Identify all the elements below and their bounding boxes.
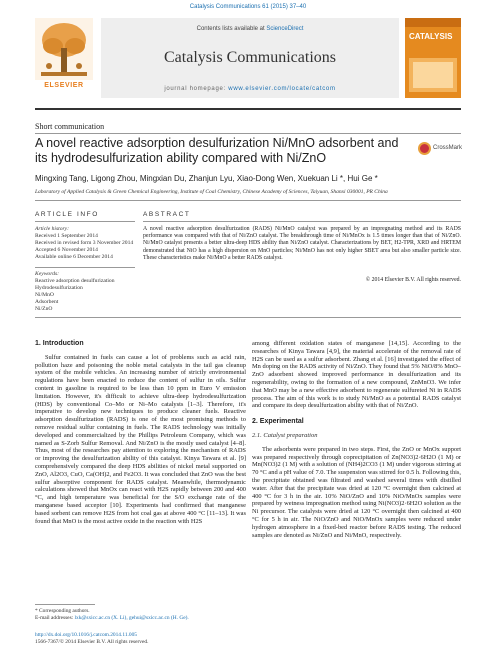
homepage-link[interactable]: www.elsevier.com/locate/catcom — [228, 86, 336, 92]
crossmark-badge[interactable] — [418, 142, 463, 156]
contents-prefix: Contents lists available at — [196, 26, 265, 32]
doi-block — [35, 632, 245, 646]
body-divider — [35, 317, 461, 318]
contents-line — [101, 26, 399, 32]
elsevier-tree-icon — [35, 18, 93, 84]
cover-panel-inner — [413, 62, 453, 88]
journal-masthead — [35, 18, 461, 104]
abstract-text: A novel reactive adsorption desulfurization (RADS) Ni/MnO catalyst was prepared by an impregnating method and its RADS performance was compared with that of Ni/ZnO catalyst. The breakthrough time of Ni/MnOx is 1.5 times longer than that of Ni/ZnO. Ni/MnO catalyst presents a better ultra-deep HDS ability than Ni/ZnO catalyst. Characterizations by BET, H2-TPR, XRD and HRTEM demonstrated that NiO has a high dispersion on MnO particles; Ni/MnO has not only higher SBET area but also smaller particle size. These characteristics make Ni/MnO a better RADS catalyst. — [143, 226, 461, 261]
abstract-copyright: © 2014 Elsevier B.V. All rights reserved. — [365, 277, 461, 283]
homepage-prefix: journal homepage: — [164, 86, 226, 92]
crossmark-label: CrossMark — [433, 145, 463, 151]
cover-band — [405, 18, 461, 27]
footnote-rule — [35, 604, 95, 605]
keyword-item: Ni/ZnO — [35, 306, 53, 312]
intro-paragraph: Sulfur contained in fuels can cause a lot of problems such as acid rain, pollution haze and poisoning the noble metal catalysts in the tail gas cleanup system of the mobile vehicles. An increasing number of strictly environmental regulations have been enacted to reduce the content of sulfur in oils. Sulfur content in gasoline is required to be less than 10 ppm in Euro V emission limitation. However, it's difficult to achieve ultra-deep hydrodesulfurization (HDS) by conventional Co–Mo or Ni–Mo catalysts [1–3]. Therefore, it's imperative to develop new techniques to produce cleaner fuels. Reactive adsorption desulfurization (RADS) is one of the most promising methods to remove residual sulfur containing in fuels. The RADS technology was initially developed and commercialized by the Phillips Petroleum Company, which was named as S-Zorb Sulfur Removal. And Ni/ZnO is the mostly used catalyst [4–8]. Thus, most of the researches pay attention to exploring the mechanism of RADS or improving the desulfurization ability of this catalyst. Kinya Tawara et al. [9] comprehensively compared the deep HDS abilities of nickel metal supported on ZnO, Al2O3, CuO, Ca(OH)2, and Fe2O3. It was concluded that ZnO was the best sulfur absorptive component for RADS catalyst. Meanwhile, thermodynamic calculations showed that MnOx can react with H2S rapidly between 200 and 400 °C, and high temperature was beneficial for the S/O exchange rate of the manganese based acceptor [10]. Experiments had confirmed that manganese based sorbent can remove H2S from hot coal gas at above 400 °C [11–13]. It was found that MnO is the most active oxide in the reaction with H2S — [35, 353, 246, 525]
journal-citation[interactable]: Catalysis Communications 61 (2015) 37–40 — [189, 4, 307, 10]
journal-banner — [101, 18, 399, 98]
journal-title: Catalysis Communications — [164, 49, 336, 66]
keyword-item: Hydrodesulfurization — [35, 285, 83, 291]
article-type: Short communication — [35, 122, 105, 131]
footnote — [35, 608, 245, 622]
history-accepted: Accepted 6 November 2014 — [35, 247, 98, 253]
masthead-divider — [35, 108, 461, 110]
footnote-email-links[interactable]: lxk@sxicc.ac.cn (X. Li), gehui@sxicc.ac.cn (H. Ge). — [74, 615, 189, 621]
abstract-heading: ABSTRACT — [143, 211, 191, 218]
article-title: A novel reactive adsorption desulfurization Ni/MnO adsorbent and its hydrodesulfurization ability compared with Ni/ZnO — [35, 136, 399, 165]
right-column — [252, 340, 461, 539]
journal-cover-thumbnail[interactable] — [405, 18, 461, 98]
elsevier-wordmark: ELSEVIER — [44, 82, 84, 89]
sciencedirect-link[interactable]: ScienceDirect — [266, 26, 304, 32]
history-revised: Received in revised form 3 November 2014 — [35, 240, 134, 246]
article-info-rule — [35, 221, 135, 222]
elsevier-logo — [35, 18, 93, 98]
abstract-rule — [143, 221, 461, 222]
keywords — [35, 271, 135, 313]
author-list: Mingxing Tang, Ligong Zhou, Mingxian Du, Zhanjun Lyu, Xiao-Dong Wen, Xuekuan Li *, Hui Ge * — [35, 174, 378, 183]
section-heading-experimental: 2. Experimental — [252, 418, 304, 426]
experimental-paragraph: The adsorbents were prepared in two steps. First, the ZnO or MnOx support was prepared respectively through coprecipitation of Zn(NO3)2·6H2O (1 M) or Mn(NO3)2 (1 M) with a solution of (NH4)2CO3 (1 M) under vigorous stirring at 70 °C and a pH value of 7.0. The suspension was stirred for 0.5 h. Following this, the precipitate obtained was filtrated and washed several times with distilled water. After that the precipitate was dried at 120 °C overnight then calcined at 400 °C for 3 h in the air. 10% NiO/ZnO and 10% NiO/MnOx samples were prepared by wetness impregnation method using Ni(NO3)2·6H2O solution as the Ni precursor. The catalysts were dried at 120 °C overnight then calcined at 400 °C for 5 h in air. The NiO/ZnO and NiO/MnOx samples were reduced under hydrogen atmosphere in a fixed-bed reactor before RADS testing. The reduced samples are denoted as Ni/ZnO and Ni/MnO, respectively. — [252, 445, 461, 539]
crossmark-icon — [418, 142, 431, 155]
intro-paragraph-continued: among different oxidation states of manganese [14,15]. According to the researches of Kinya Tawara [4,9], the material accelerate of the removal rate of H2S can be used as a sulfur adsorbent. Zhang et al. [16] investigated the effect of Mn doping on the RADS activity of Ni/ZnO. They found that 5% NiO/8% MnO–ZnO adsorbent showed improved performance in desulfurization and its regenerability, owing to the formation of a new compound, ZnMnO3. We infer that MnO may be a new effective adsorbent to regenerate sulfureted Ni in RADS process. The aim of this work is to study Ni/MnO as a potential RADS catalyst and compare its deep desulfurization ability with that of Ni/ZnO. — [252, 340, 461, 410]
left-column — [35, 340, 246, 525]
affiliation: Laboratory of Applied Catalysis & Green Chemical Engineering, Institute of Coal Chemistry, Chinese Academy of Sciences, Taiyuan, Shanxi 030001, PR China — [35, 189, 388, 195]
article-info-heading: ARTICLE INFO — [35, 211, 99, 218]
footnote-corresponding: * Corresponding authors. — [35, 608, 90, 614]
history-label: Article history: — [35, 226, 70, 232]
section-heading-introduction: 1. Introduction — [35, 340, 84, 347]
cover-title: CATALYSIS — [409, 32, 453, 41]
subsection-heading-catalyst-preparation: 2.1. Catalyst preparation — [252, 431, 318, 439]
issn-line: 1566-7367/© 2014 Elsevier B.V. All rights reserved. — [35, 639, 149, 645]
history-received: Received 1 September 2014 — [35, 233, 98, 239]
article-history — [35, 226, 135, 261]
footnote-email-prefix: E-mail addresses: — [35, 615, 74, 621]
keywords-rule — [35, 267, 135, 268]
keywords-label: Keywords: — [35, 271, 60, 277]
keyword-item: Reactive adsorption desulfurization — [35, 278, 115, 284]
doi-link[interactable]: http://dx.doi.org/10.1016/j.catcom.2014.11.005 — [35, 632, 137, 638]
keyword-item: Adsorbent — [35, 299, 59, 305]
history-online: Available online 6 December 2014 — [35, 254, 113, 260]
footnote-emails — [35, 615, 245, 622]
keyword-item: Ni/MnO — [35, 292, 54, 298]
header-divider — [35, 200, 461, 201]
journal-homepage — [101, 86, 399, 92]
title-divider — [35, 133, 461, 134]
